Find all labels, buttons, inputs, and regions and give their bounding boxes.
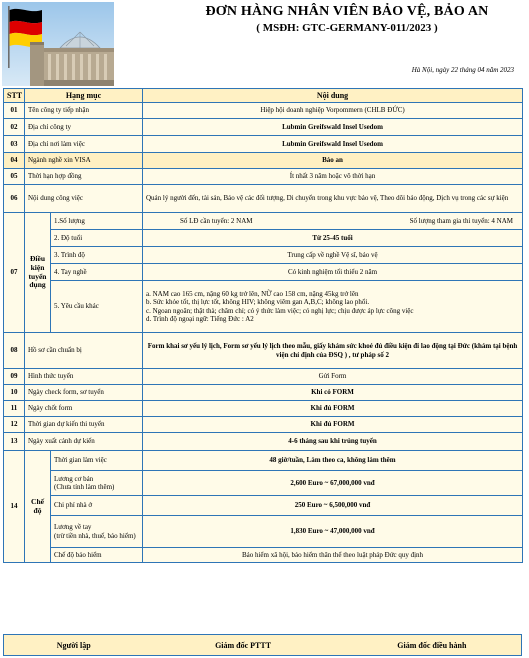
benefit-value: 48 giờ/tuần, Làm theo ca, không làm thêm bbox=[143, 451, 523, 471]
table-header-row bbox=[4, 89, 523, 103]
other-requirements-label: 5. Yêu cầu khác bbox=[51, 281, 143, 333]
quantity-needed: Số LĐ cần tuyển: 2 NAM bbox=[180, 216, 253, 225]
benefit-label: Lương cơ bản (Chưa tính làm thêm) bbox=[51, 471, 143, 496]
document-date: Hà Nội, ngày 22 tháng 04 năm 2023 bbox=[411, 66, 514, 74]
row-stt: 09 bbox=[4, 369, 25, 385]
table-row bbox=[4, 213, 523, 230]
prepared-by: Người lập bbox=[56, 640, 91, 650]
benefit-label: Chi phí nhà ở bbox=[51, 496, 143, 516]
row-content: Lubmin Greifswald Insel Usedom bbox=[143, 136, 523, 153]
table-row bbox=[4, 369, 523, 385]
table-row bbox=[4, 451, 523, 471]
quantity-values bbox=[143, 213, 523, 230]
row-stt: 02 bbox=[4, 119, 25, 136]
row-content: Gửi Form bbox=[143, 369, 523, 385]
benefit-label: Lương về tay (trừ tiền nhà, thuế, bảo hiểm) bbox=[51, 516, 143, 548]
table-row bbox=[4, 385, 523, 401]
quantity-label: 1.Số lượng bbox=[51, 213, 143, 230]
director-pttt: Giám đốc PTTT bbox=[215, 640, 272, 650]
row-stt: 10 bbox=[4, 385, 25, 401]
row-stt: 01 bbox=[4, 103, 25, 119]
benefit-value: 250 Euro ~ 6,500,000 vnđ bbox=[143, 496, 523, 516]
row-item: Thời gian dự kiến thi tuyển bbox=[25, 417, 143, 433]
signature-row bbox=[3, 634, 522, 656]
row-stt: 05 bbox=[4, 169, 25, 185]
benefit-value: 2,600 Euro ~ 67,000,000 vnđ bbox=[143, 471, 523, 496]
row-item: Tên công ty tiếp nhận bbox=[25, 103, 143, 119]
table-row bbox=[4, 333, 523, 369]
benefits-label: Chế độ bbox=[25, 451, 51, 563]
column-header-stt: STT bbox=[4, 89, 25, 103]
table-row bbox=[4, 401, 523, 417]
document-title: ĐƠN HÀNG NHÂN VIÊN BẢO VỆ, BẢO AN bbox=[205, 4, 489, 19]
row-item: Hồ sơ cần chuẩn bị bbox=[25, 333, 143, 369]
row-item: Ngày chốt form bbox=[25, 401, 143, 417]
row-stt: 03 bbox=[4, 136, 25, 153]
row-content: Khi đủ FORM bbox=[143, 401, 523, 417]
row-content: Bảo an bbox=[143, 153, 523, 169]
row-stt: 12 bbox=[4, 417, 25, 433]
age-value: Từ 25-45 tuổi bbox=[143, 230, 523, 247]
table-row bbox=[4, 119, 523, 136]
row-content: Khi đủ FORM bbox=[143, 417, 523, 433]
document-header bbox=[120, 4, 522, 74]
row-stt: 11 bbox=[4, 401, 25, 417]
table-row bbox=[4, 433, 523, 451]
table-row bbox=[4, 185, 523, 213]
benefit-label: Thời gian làm việc bbox=[51, 451, 143, 471]
germany-flag-reichstag-icon bbox=[2, 2, 114, 86]
requirement-line: b. Sức khỏe tốt, thị lực tốt, không HIV; không viêm gan A,B,C; không lao phổi. bbox=[146, 298, 370, 307]
education-label: 3. Trình độ bbox=[51, 247, 143, 264]
skill-label: 4. Tay nghề bbox=[51, 264, 143, 281]
row-content: Form khai sơ yếu lý lịch, Form sơ yếu lý lịch theo mẫu, giấy khám sức khoẻ đủ điều kiện đi lao động tại Đức (khám tại bệnh viện chỉ định của ĐSQ ) , tư pháp số 2 bbox=[143, 333, 523, 369]
row-item: Ngày check form, sơ tuyển bbox=[25, 385, 143, 401]
row-item: Ngày xuất cảnh dự kiến bbox=[25, 433, 143, 451]
row-content: Khi có FORM bbox=[143, 385, 523, 401]
order-code: ( MSĐH: GTC-GERMANY-011/2023 ) bbox=[256, 22, 438, 34]
row-content: Quản lý người đến, tài sản, Bảo vệ các đối tượng, Di chuyển trong khu vực bảo vệ, Theo dõi báo động, Dịch vụ trong các sự kiện bbox=[143, 185, 523, 213]
row-item: Nội dung công việc bbox=[25, 185, 143, 213]
order-details-table bbox=[3, 88, 523, 563]
row-content: Lubmin Greifswald Insel Usedom bbox=[143, 119, 523, 136]
table-row bbox=[4, 281, 523, 333]
benefit-value: 1,830 Euro ~ 47,000,000 vnđ bbox=[143, 516, 523, 548]
row-content: Hiệp hội doanh nghiệp Vorpommern (CHLB ĐỨC) bbox=[143, 103, 523, 119]
row-item: Thời hạn hợp đồng bbox=[25, 169, 143, 185]
row-stt: 04 bbox=[4, 153, 25, 169]
row-content: 4-6 tháng sau khi trúng tuyển bbox=[143, 433, 523, 451]
table-row bbox=[4, 417, 523, 433]
table-row bbox=[4, 103, 523, 119]
row-stt: 06 bbox=[4, 185, 25, 213]
column-header-content: Nội dung bbox=[143, 89, 523, 103]
age-label: 2. Độ tuổi bbox=[51, 230, 143, 247]
table-row bbox=[4, 169, 523, 185]
requirement-line: d. Trình độ ngoại ngữ: Tiếng Đức : A2 bbox=[146, 314, 254, 323]
other-requirements bbox=[143, 281, 523, 333]
row-stt: 13 bbox=[4, 433, 25, 451]
requirement-line: c. Ngoan ngoãn; thật thà; chăm chỉ; có ý thức làm việc; có nghị lực; chịu được áp lực công việc bbox=[146, 306, 414, 315]
executive-director: Giám đốc điều hành bbox=[397, 640, 467, 650]
recruitment-conditions-label: Điều kiện tuyển dụng bbox=[25, 213, 51, 333]
row-item: Địa chỉ công ty bbox=[25, 119, 143, 136]
benefit-value: Bảo hiểm xã hội, bảo hiểm thân thể theo luật pháp Đức quy định bbox=[143, 548, 523, 563]
quantity-exam: Số lượng tham gia thi tuyển: 4 NAM bbox=[409, 216, 514, 225]
row-stt: 08 bbox=[4, 333, 25, 369]
table-row bbox=[4, 153, 523, 169]
table-row bbox=[4, 548, 523, 563]
table-row bbox=[4, 516, 523, 548]
education-value: Trung cấp về nghề Vệ sĩ, bảo vệ bbox=[143, 247, 523, 264]
row-item: Hình thức tuyển bbox=[25, 369, 143, 385]
table-row bbox=[4, 471, 523, 496]
table-row bbox=[4, 136, 523, 153]
row-content: Ít nhất 3 năm hoặc vô thời hạn bbox=[143, 169, 523, 185]
row-stt: 14 bbox=[4, 451, 25, 563]
benefit-label: Chế độ bảo hiểm bbox=[51, 548, 143, 563]
row-item: Địa chỉ nơi làm việc bbox=[25, 136, 143, 153]
requirement-line: a. NAM cao 165 cm, nặng 60 kg trở lên, NỮ cao 158 cm, nặng 45kg trở lên bbox=[146, 290, 359, 298]
table-row bbox=[4, 247, 523, 264]
table-row bbox=[4, 264, 523, 281]
row-item: Ngành nghề xin VISA bbox=[25, 153, 143, 169]
table-row bbox=[4, 496, 523, 516]
skill-value: Có kinh nghiệm tối thiểu 2 năm bbox=[143, 264, 523, 281]
column-header-item: Hạng mục bbox=[25, 89, 143, 103]
row-stt: 07 bbox=[4, 213, 25, 333]
germany-flag-photo bbox=[2, 2, 114, 86]
table-row bbox=[4, 230, 523, 247]
